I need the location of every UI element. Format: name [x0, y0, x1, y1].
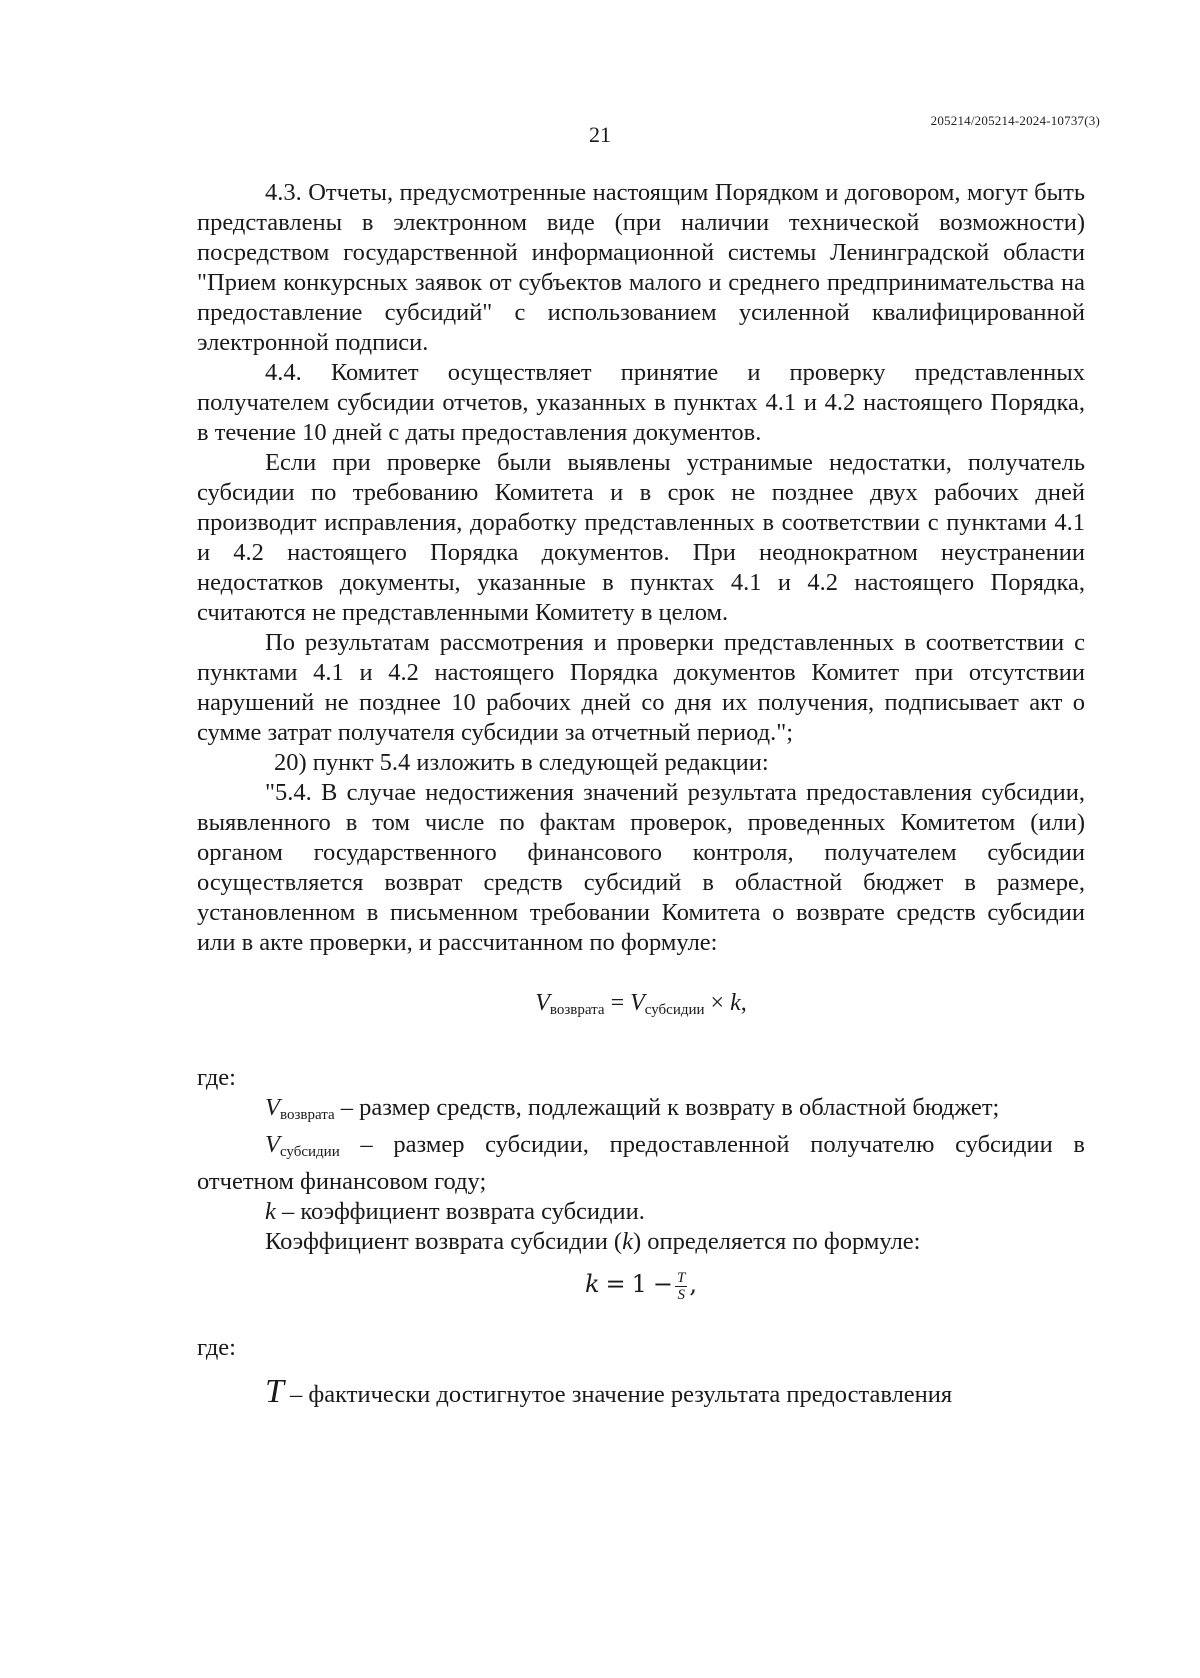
formula-var-v: V — [535, 990, 550, 1016]
fraction-numerator: T — [677, 1269, 686, 1286]
document-body — [197, 178, 1085, 1410]
def-t-text: – фактически достигнутое значение результата предоставления — [283, 1380, 953, 1408]
k-intro-var: k — [622, 1228, 633, 1255]
k-intro — [197, 1227, 1085, 1257]
paragraph-review-results: По результатам рассмотрения и проверки представленных в соответствии с пунктами 4.1 и 4.2 настоящего Порядка документов Комитет при отсутствии нарушений не позднее 10 рабочих дней со дня их получения, подписывает акт о сумме затрат получателя субсидии за отчетный период."; — [197, 629, 1085, 746]
def-var-v: V — [265, 1094, 280, 1121]
paragraph-5-4: "5.4. В случае недостижения значений результата предоставления субсидии, выявленного в том числе по фактам проверок, проведенных Комитетом (или) органом государственного финансового контроля, получателем субсидии осуществляется возврат средств субсидий в областной бюджет в размере, установленном в письменном требовании Комитета о возврате средств субсидии или в акте проверки, и рассчитанном по формуле: — [197, 779, 1085, 956]
formula-equals: = — [610, 990, 625, 1016]
def-v-return-text: – размер средств, подлежащий к возврату в областной бюджет; — [334, 1094, 1000, 1121]
k-intro-b: ) определяется по формуле: — [632, 1228, 921, 1255]
formula2-equals: = — [605, 1270, 626, 1298]
def-k — [197, 1197, 1085, 1227]
def-sub-subsidy: субсидии — [279, 1144, 340, 1160]
formula2-one: 1 — [631, 1270, 647, 1298]
page-number: 21 — [589, 122, 611, 147]
paragraph-4-3: 4.3. Отчеты, предусмотренные настоящим Порядком и договором, могут быть представлены в электронном виде (при наличии технической возможности) посредством государственной информационной системы Ленинградской области "Прием конкурсных заявок от субъектов малого и среднего предпринимательства на предоставление субсидий" с использованием усиленной квалифицированной электронной подписи. — [197, 179, 1085, 356]
def-var-v: V — [265, 1131, 280, 1158]
formula-coefficient — [197, 1269, 1085, 1303]
def-v-subsidy-text: – размер субсидии, предоставленной получателю субсидии в отчетном финансовом году; — [197, 1131, 1085, 1195]
formula-return-amount — [197, 988, 1085, 1025]
fraction-denominator: S — [677, 1286, 685, 1303]
formula2-var-k: k — [584, 1270, 600, 1298]
def-sub-return: возврата — [279, 1107, 335, 1123]
def-var-k: k — [265, 1198, 276, 1225]
paragraph-item-20: 20) пункт 5.4 изложить в следующей редакции: — [274, 749, 769, 776]
formula2-tail: , — [689, 1270, 698, 1298]
paragraph-4-4: 4.4. Комитет осуществляет принятие и проверку представленных получателем субсидии отчетов, указанных в пунктах 4.1 и 4.2 настоящего Порядка, в течение 10 дней с даты предоставления документов. — [197, 359, 1085, 446]
formula2-fraction — [675, 1270, 687, 1303]
formula-sub-subsidy: субсидии — [644, 1002, 705, 1018]
def-k-text: – коэффициент возврата субсидии. — [275, 1198, 645, 1225]
formula-sub-return: возврата — [549, 1002, 605, 1018]
k-intro-a: Коэффициент возврата субсидии ( — [265, 1228, 623, 1255]
formula-tail: , — [740, 990, 747, 1016]
def-t — [197, 1372, 1085, 1410]
where-label-1: где: — [197, 1064, 236, 1091]
def-v-return — [197, 1093, 1085, 1130]
where-label-2: где: — [197, 1333, 236, 1361]
document-id: 205214/205214-2024-10737(3) — [930, 113, 1100, 128]
def-var-t: T — [265, 1372, 284, 1410]
def-v-subsidy — [197, 1130, 1085, 1197]
formula-times: × — [710, 990, 725, 1016]
paragraph-deficiencies: Если при проверке были выявлены устранимые недостатки, получатель субсидии по требованию Комитета и в срок не позднее двух рабочих дней производит исправления, доработку представленных в соответствии с пунктами 4.1 и 4.2 настоящего Порядка документов. При неоднократном неустранении недостатков документы, указанные в пунктах 4.1 и 4.2 настоящего Порядка, считаются не представленными Комитету в целом. — [197, 449, 1085, 626]
formula-var-v: V — [630, 990, 645, 1016]
formula-var-k: k — [730, 990, 741, 1016]
formula2-minus: − — [652, 1270, 674, 1298]
